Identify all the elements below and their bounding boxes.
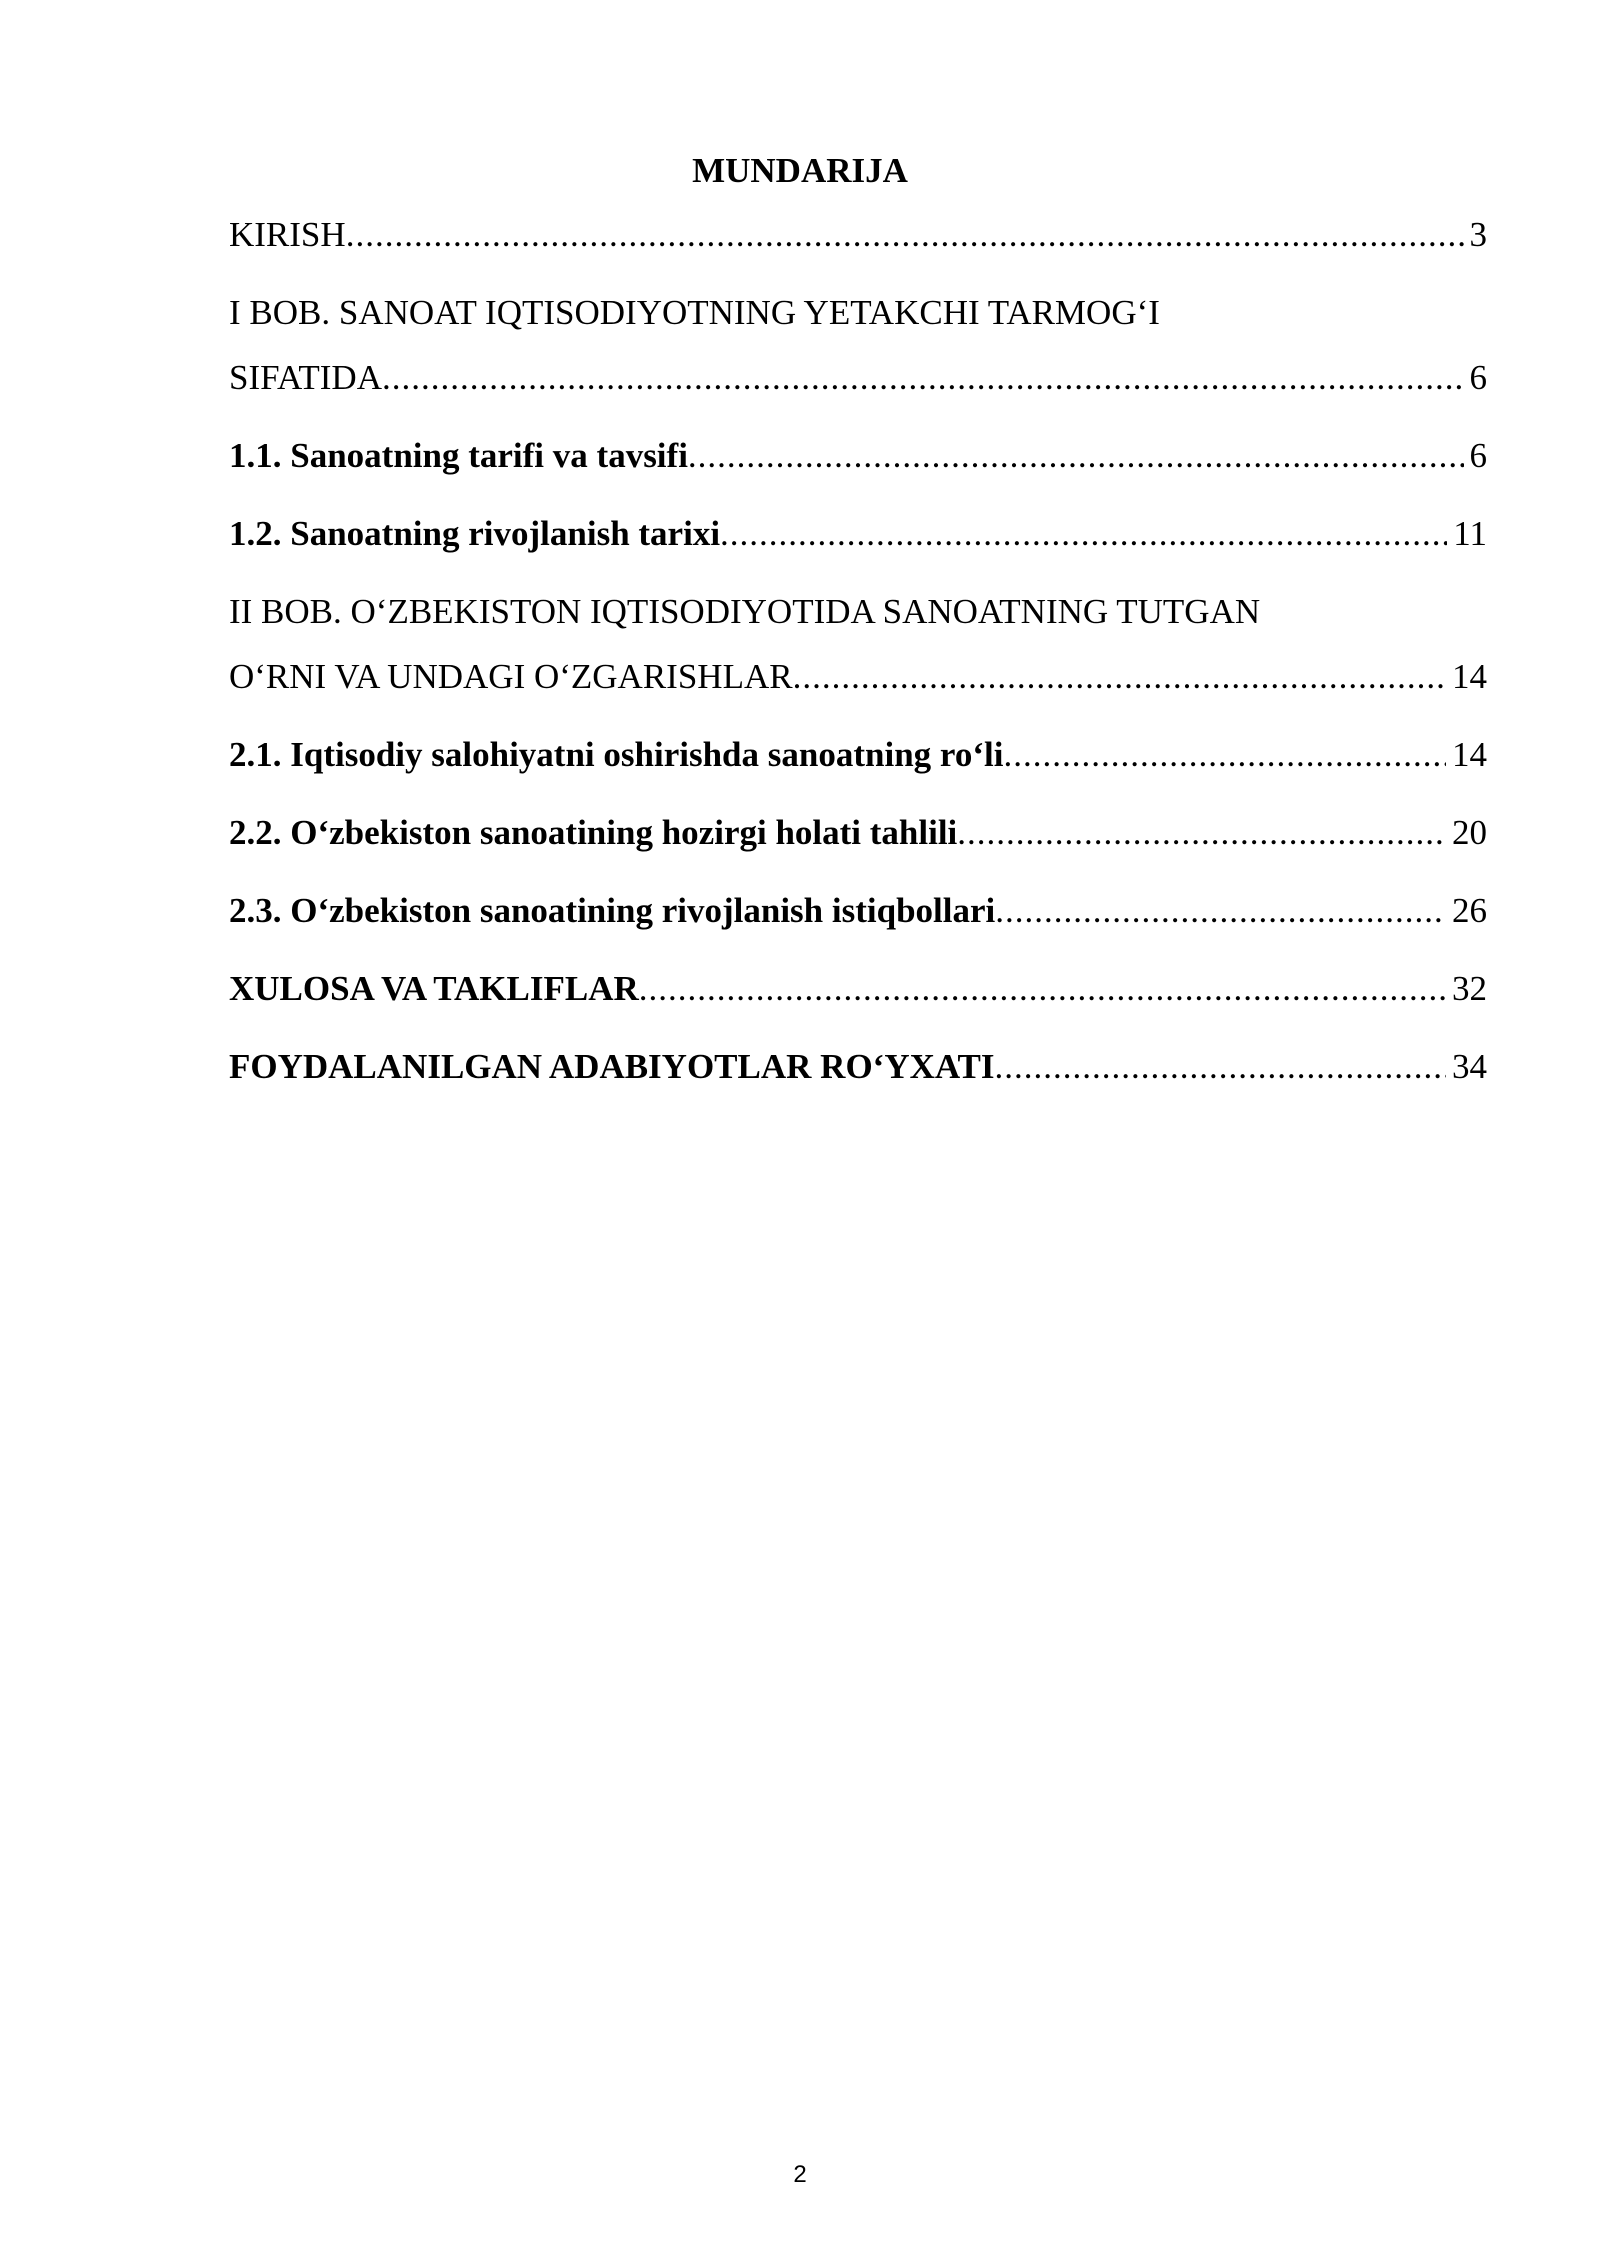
toc-line: [229, 214, 1487, 256]
toc-page-number: 11: [1453, 514, 1487, 553]
toc-entry-title-continued: O‘RNI VA UNDAGI O‘ZGARISHLAR: [229, 657, 793, 696]
toc-entry-section-2-2: [229, 812, 1487, 854]
toc-line: [229, 1046, 1487, 1088]
toc-page-number: 20: [1452, 813, 1487, 852]
dot-leader: [382, 357, 1464, 399]
toc-entry-section-2-1: [229, 734, 1487, 776]
toc-page-number: 26: [1452, 891, 1487, 930]
toc-page-number: 6: [1469, 358, 1487, 397]
toc-entry-chapter-1: [229, 292, 1487, 399]
toc-line: [229, 357, 1487, 399]
toc-entry-section-1-2: [229, 513, 1487, 555]
table-of-contents: [229, 214, 1487, 1088]
toc-line: [229, 292, 1487, 334]
toc-entry-title: I BOB. SANOAT IQTISODIYOTNING YETAKCHI TARMOG‘I: [229, 293, 1160, 332]
toc-line: [229, 968, 1487, 1010]
dot-leader: [793, 656, 1446, 698]
toc-page-number: 14: [1452, 657, 1487, 696]
dot-leader: [639, 968, 1446, 1010]
toc-line: [229, 513, 1487, 555]
dot-leader: [688, 435, 1464, 477]
toc-page-number: 34: [1452, 1047, 1487, 1086]
toc-entry-title: KIRISH: [229, 215, 346, 254]
toc-page-number: 14: [1452, 735, 1487, 774]
dot-leader: [1003, 734, 1446, 776]
toc-entry-title: 1.2. Sanoatning rivojlanish tarixi: [229, 514, 721, 553]
toc-line: [229, 656, 1487, 698]
toc-entry-title: 2.1. Iqtisodiy salohiyatni oshirishda sanoatning ro‘li: [229, 735, 1004, 774]
toc-entry-title-continued: SIFATIDA: [229, 358, 382, 397]
toc-entry-title: 2.2. O‘zbekiston sanoatining hozirgi holati tahlili: [229, 813, 958, 852]
toc-entry-title: XULOSA VA TAKLIFLAR: [229, 969, 639, 1008]
toc-entry-title: FOYDALANILGAN ADABIYOTLAR RO‘YXATI: [229, 1047, 995, 1086]
toc-page-number: 32: [1452, 969, 1487, 1008]
toc-title: MUNDARIJA: [692, 151, 908, 190]
toc-line: [229, 812, 1487, 854]
toc-entry-chapter-2: [229, 591, 1487, 698]
toc-entry-title: II BOB. O‘ZBEKISTON IQTISODIYOTIDA SANOATNING TUTGAN: [229, 592, 1261, 631]
dot-leader: [346, 214, 1464, 256]
toc-entry-title: 1.1. Sanoatning tarifi va tavsifi: [229, 436, 688, 475]
toc-entry-references: [229, 1046, 1487, 1088]
toc-page-number: 6: [1469, 436, 1487, 475]
toc-line: [229, 435, 1487, 477]
dot-leader: [995, 890, 1446, 932]
toc-line: [229, 890, 1487, 932]
toc-entry-title: 2.3. O‘zbekiston sanoatining rivojlanish istiqbollari: [229, 891, 996, 930]
toc-entry-section-1-1: [229, 435, 1487, 477]
dot-leader: [957, 812, 1446, 854]
toc-line: [229, 591, 1487, 633]
toc-entry-kirish: [229, 214, 1487, 256]
dot-leader: [995, 1046, 1446, 1088]
toc-line: [229, 734, 1487, 776]
page-number: 2: [793, 2161, 807, 2188]
toc-entry-section-2-3: [229, 890, 1487, 932]
toc-entry-conclusion: [229, 968, 1487, 1010]
dot-leader: [720, 513, 1447, 555]
toc-page-number: 3: [1469, 215, 1487, 254]
